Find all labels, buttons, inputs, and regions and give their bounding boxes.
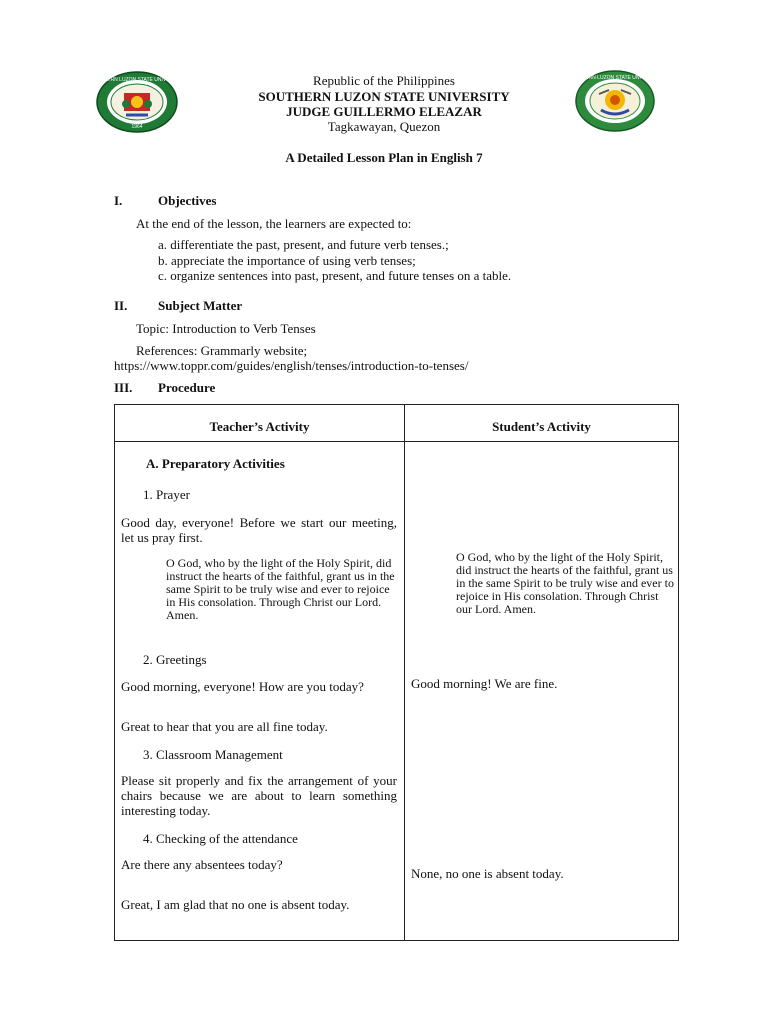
objective-item: c. organize sentences into past, present, and future tenses on a table. <box>158 268 512 283</box>
right-logo-caption: SOUTHERN LUZON STATE UNIVERSITY <box>567 75 663 81</box>
teacher-prayer-intro: Good day, everyone! Before we start our meeting, let us pray first. <box>121 515 397 545</box>
objective-item: b. appreciate the importance of using verb tenses; <box>158 253 416 268</box>
document-title: A Detailed Lesson Plan in English 7 <box>285 150 483 165</box>
teacher-greeting-reply: Great to hear that you are all fine today. <box>121 719 328 734</box>
objective-item: a. differentiate the past, present, and future verb tenses.; <box>158 237 449 252</box>
section-3-number: III. <box>114 380 133 395</box>
teacher-greeting: Good morning, everyone! How are you today? <box>121 679 364 694</box>
section-1-number: I. <box>114 193 123 208</box>
teacher-attendance-reply: Great, I am glad that no one is absent today. <box>121 897 350 912</box>
student-activity-header: Student’s Activity <box>492 419 591 434</box>
header-divider <box>115 441 678 442</box>
left-logo-year: 1964 <box>131 124 143 130</box>
section-3-title: Procedure <box>158 380 216 395</box>
preparatory-activities-heading: A. Preparatory Activities <box>146 456 285 471</box>
step-greetings: 2. Greetings <box>143 652 207 667</box>
student-attendance-answer: None, no one is absent today. <box>411 866 564 881</box>
step-attendance: 4. Checking of the attendance <box>143 831 298 846</box>
teacher-prayer-text: O God, who by the light of the Holy Spirit, did instruct the hearts of the faithful, grant us in the same Spirit to be truly wise and ever to rejoice in His consolation. Through Christ our Lord. Amen. <box>166 556 395 622</box>
column-divider <box>404 405 405 940</box>
teacher-attendance-question: Are there any absentees today? <box>121 857 283 872</box>
section-2-number: II. <box>114 298 128 313</box>
section-2-title: Subject Matter <box>158 298 243 313</box>
teacher-classroom-management: Please sit properly and fix the arrangement of your chairs because we are about to learn something interesting today. <box>121 773 397 818</box>
campus-location: Tagkawayan, Quezon <box>327 119 441 134</box>
left-logo-caption: SOUTHERN LUZON STATE UNIVERSITY <box>89 77 185 83</box>
section-1-title: Objectives <box>158 193 217 208</box>
step-prayer: 1. Prayer <box>143 487 190 502</box>
reference-url-link[interactable]: https://www.toppr.com/guides/english/tenses/introduction-to-tenses/ <box>114 358 469 373</box>
republic-line: Republic of the Philippines <box>313 73 455 88</box>
step-classroom-management: 3. Classroom Management <box>143 747 283 762</box>
student-greeting: Good morning! We are fine. <box>411 676 558 691</box>
topic-line: Topic: Introduction to Verb Tenses <box>136 321 316 336</box>
objectives-intro: At the end of the lesson, the learners are expected to: <box>136 216 412 231</box>
procedure-table <box>114 404 679 941</box>
teacher-activity-header: Teacher’s Activity <box>209 419 310 434</box>
references-line: References: Grammarly website; <box>136 343 308 358</box>
campus-name: JUDGE GUILLERMO ELEAZAR <box>286 104 482 119</box>
university-name: SOUTHERN LUZON STATE UNIVERSITY <box>258 89 510 104</box>
student-prayer-text: O God, who by the light of the Holy Spirit, did instruct the hearts of the faithful, grant us in the same Spirit to be truly wise and ever to rejoice in His consolation. Through Christ our Lord. Amen. <box>456 550 674 616</box>
